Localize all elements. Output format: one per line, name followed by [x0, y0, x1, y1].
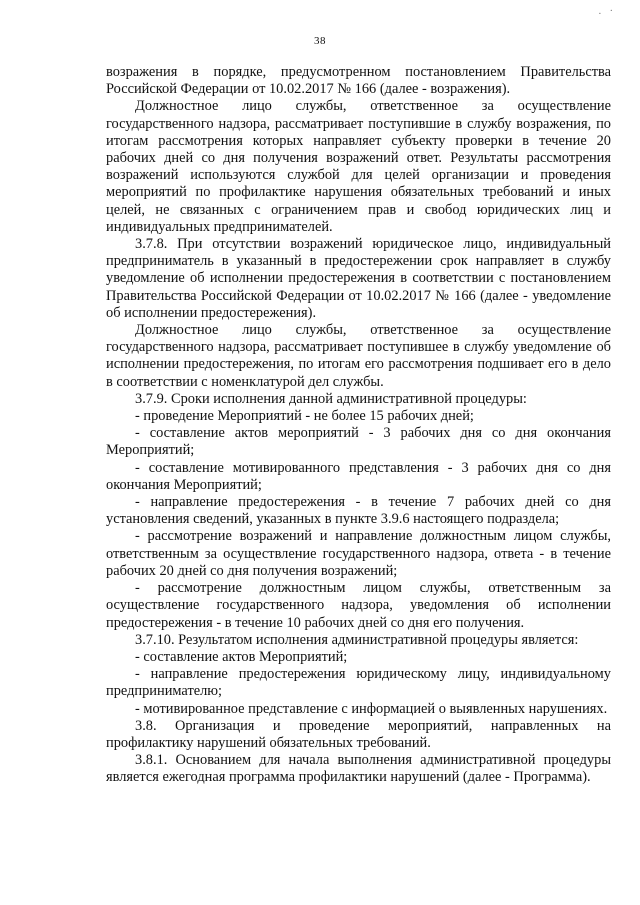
- paragraph: Должностное лицо службы, ответственное за осуществление государственного надзора, рассматривает поступившие в службу возражения, по итогам рассмотрения которых направляет субъекту проверки в течение 20 рабочих дней со дня получения возражений ответ. Результаты рассмотрения возражений используются службой для целей организации и проведения мероприятий по профилактике нарушения обязательных требований и иных целей, не связанных с ограничением прав и свобод юридических лиц и индивидуальных предпринимателей.: [106, 98, 611, 235]
- list-item: - рассмотрение возражений и направление должностным лицом службы, ответственным за осуществление государственного надзора, ответа - в течение рабочих 20 дней со дня получения возражений;: [106, 528, 611, 579]
- list-item: - направление предостережения - в течение 7 рабочих дней со дня установления сведений, указанных в пункте 3.9.6 настоящего подраздела;: [106, 494, 611, 528]
- paragraph: 3.8.1. Основанием для начала выполнения административной процедуры является ежегодная программа профилактики нарушений (далее - Программа).: [106, 752, 611, 786]
- list-item: - составление мотивированного представления - 3 рабочих дня со дня окончания Мероприятий;: [106, 459, 611, 493]
- paragraph: 3.7.10. Результатом исполнения административной процедуры является:: [135, 631, 579, 648]
- paragraph: возражения в порядке, предусмотренном постановлением Правительства Российской Федерации от 10.02.2017 № 166 (далее - возражения).: [106, 64, 611, 98]
- paragraph: 3.7.8. При отсутствии возражений юридическое лицо, индивидуальный предприниматель в указанный в предостережении срок направляет в службу уведомление об исполнении предостережения в соответствии с постановлением Правительства Российской Федерации от 10.02.2017 № 166 (далее - уведомление об исполнении предостережения).: [106, 236, 611, 321]
- page-number: 38: [314, 35, 326, 47]
- list-item: - рассмотрение должностным лицом службы, ответственным за осуществление государственного надзора, уведомления об исполнении предостережения - в течение 10 рабочих дней со дня его получения.: [106, 580, 611, 631]
- document-body: [106, 64, 611, 787]
- paragraph: Должностное лицо службы, ответственное за осуществление государственного надзора, рассматривает поступившее в службу уведомление об исполнении предостережения, по итогам его рассмотрения подшивает его в дело в соответствии с номенклатурой дел службы.: [106, 322, 611, 390]
- list-item: - проведение Мероприятий - не более 15 рабочих дней;: [135, 408, 474, 425]
- list-item: - составление актов Мероприятий;: [135, 648, 348, 665]
- section-heading: 3.8. Организация и проведение мероприятий, направленных на профилактику нарушений обязательных требований.: [106, 717, 611, 751]
- paragraph: 3.7.9. Сроки исполнения данной административной процедуры:: [135, 390, 527, 407]
- list-item: - составление актов мероприятий - 3 рабочих дня со дня окончания Мероприятий;: [106, 425, 611, 459]
- list-item: - мотивированное представление с информацией о выявленных нарушениях.: [135, 700, 608, 717]
- list-item: - направление предостережения юридическому лицу, индивидуальному предпринимателю;: [106, 666, 611, 700]
- scan-corner-marks: . ·: [598, 6, 616, 17]
